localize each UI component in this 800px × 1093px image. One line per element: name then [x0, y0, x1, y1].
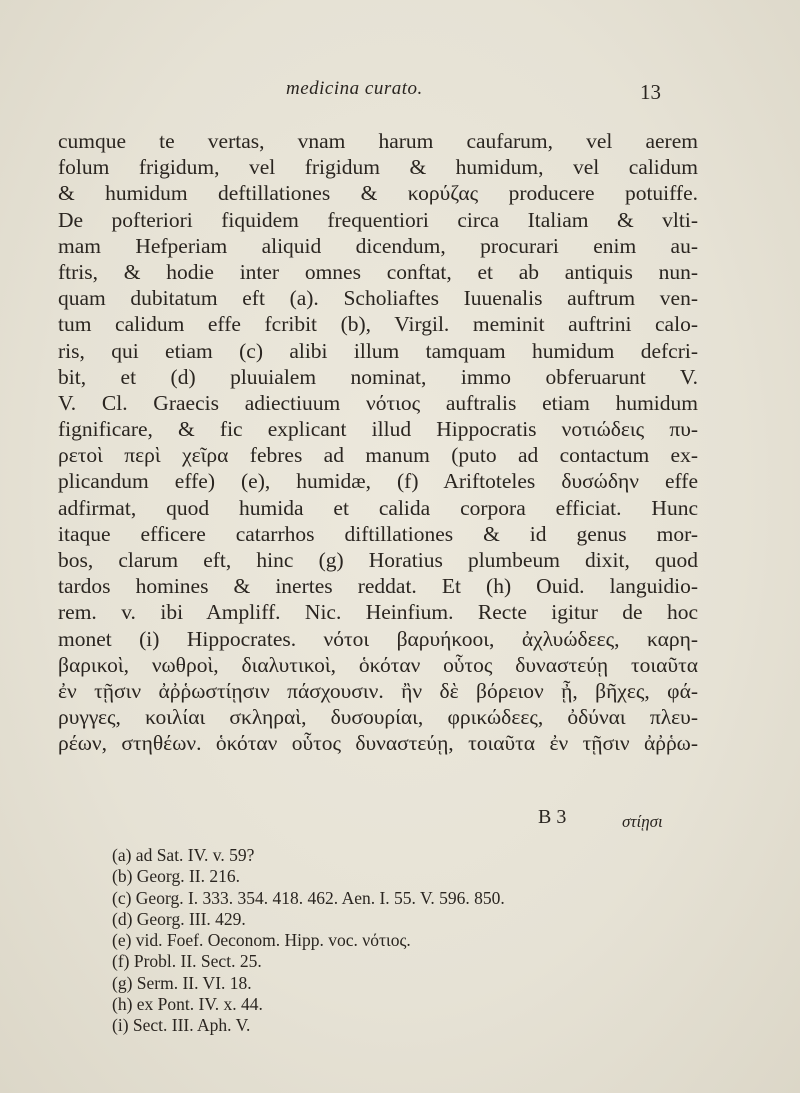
text-line: cumque te vertas, vnam harum caufarum, vel aerem [58, 129, 698, 153]
text-line: itaque efficere catarrhos diftillationes & id genus mor- [58, 521, 698, 546]
footnote: (a) ad Sat. IV. v. 59? [112, 845, 255, 865]
footnote: (g) Serm. II. VI. 18. [112, 972, 252, 993]
text-line: ρέων, στηθέων. ὁκόταν οὗτος δυναστεύῃ, τοιαῦτα ἐν τῇσιν ἀῤῥω- [58, 731, 698, 756]
text-line: ἐν τῇσιν ἀῤῥωστίῃσιν πάσχουσιν. ἢν δὲ βόρειον ᾖ, βῆχες, φά- [58, 678, 698, 703]
text-line: quam dubitatum eft (a). Scholiaftes Iuuenalis auftrum ven- [58, 286, 698, 311]
text-line: V. Cl. Graecis adiectiuum νότιος auftralis etiam humidum [58, 390, 698, 415]
text-line: βαρικοὶ, νωθροὶ, διαλυτικοὶ, ὁκόταν οὗτος δυναστεύῃ τοιαῦτα [58, 652, 698, 677]
text-line: adfirmat, quod humida et calida corpora efficiat. Hunc [58, 495, 698, 520]
text-line: plicandum effe) (e), humidæ, (f) Ariftoteles δυσώδην effe [58, 469, 698, 494]
text-line: mam Hefperiam aliquid dicendum, procurari enim au- [58, 233, 698, 258]
footnote: (c) Georg. I. 333. 354. 418. 462. Aen. I. 55. V. 596. 850. [112, 887, 505, 908]
text-line: bos, clarum eft, hinc (g) Horatius plumbeum dixit, quod [58, 548, 698, 572]
text-line: folum frigidum, vel frigidum & humidum, vel calidum [58, 155, 698, 180]
text-line: bit, et (d) pluuialem nominat, immo obferuarunt V. [58, 364, 698, 389]
text-line: De pofteriori fiquidem frequentiori circa Italiam & vlti- [58, 207, 698, 232]
page-number: 13 [640, 80, 661, 104]
text-line: ris, qui etiam (c) alibi illum tamquam humidum defcri- [58, 338, 698, 363]
signature-mark: B 3 [538, 806, 567, 828]
text-line: & humidum deftillationes & κορύζας producere potuiffe. [58, 181, 698, 206]
footnote: (d) Georg. III. 429. [112, 908, 246, 929]
footnote: (f) Probl. II. Sect. 25. [112, 951, 262, 972]
text-line: ρετοὶ περὶ χεῖρα febres ad manum (puto ad contactum ex- [58, 443, 698, 468]
text-line: tardos homines & inertes reddat. Et (h) Ouid. languidio- [58, 574, 698, 599]
footnotes [112, 845, 672, 1037]
text-line: tum calidum effe fcribit (b), Virgil. meminit auftrini calo- [58, 312, 698, 337]
main-text [58, 128, 698, 757]
text-line: fignificare, & fic explicant illud Hippocratis νοτιώδεις πυ- [58, 417, 698, 442]
text-line: rem. v. ibi Ampliff. Nic. Heinfium. Recte igitur de hoc [58, 600, 698, 625]
footnote: (i) Sect. III. Aph. V. [112, 1015, 251, 1036]
text-line: ftris, & hodie inter omnes conftat, et ab antiquis nun- [58, 259, 698, 284]
text-line: ρυγγες, κοιλίαι σκληραὶ, δυσουρίαι, φρικώδεες, ὀδύναι πλευ- [58, 705, 698, 730]
footnote: (e) vid. Foef. Oeconom. Hipp. voc. νότιος. [112, 930, 411, 951]
footnote: (b) Georg. II. 216. [112, 866, 240, 887]
catchword: στίῃσι [622, 812, 663, 831]
running-head: medicina curato. [286, 78, 423, 99]
footnote: (h) ex Pont. IV. x. 44. [112, 994, 263, 1015]
text-line: monet (i) Hippocrates. νότοι βαρυήκοοι, ἀχλυώδεες, καρη- [58, 626, 698, 651]
